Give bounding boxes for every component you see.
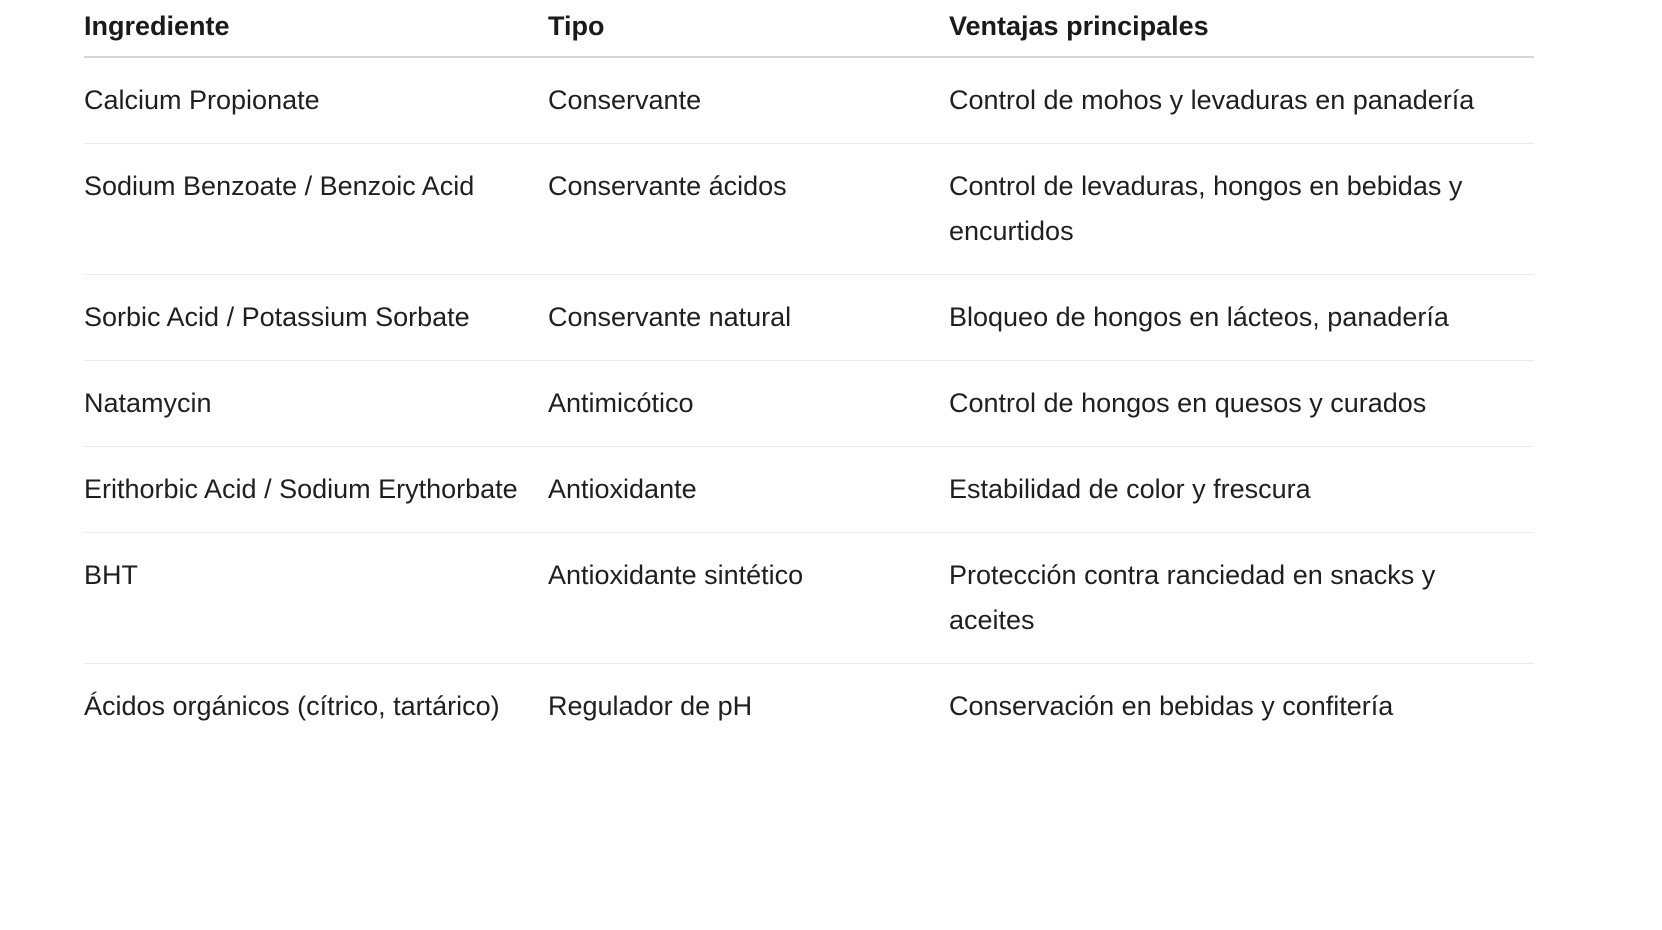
cell-ingrediente: Calcium Propionate bbox=[84, 57, 548, 144]
cell-ingrediente: Erithorbic Acid / Sodium Erythorbate bbox=[84, 447, 548, 533]
cell-ventajas: Control de levaduras, hongos en bebidas y encurtidos bbox=[949, 144, 1534, 275]
cell-ingrediente: BHT bbox=[84, 533, 548, 664]
ingredients-table bbox=[84, 0, 1534, 749]
table-row bbox=[84, 57, 1534, 144]
header-ventajas: Ventajas principales bbox=[949, 0, 1534, 57]
cell-ventajas: Control de hongos en quesos y curados bbox=[949, 361, 1534, 447]
cell-ventajas: Control de mohos y levaduras en panadería bbox=[949, 57, 1534, 144]
cell-ingrediente: Natamycin bbox=[84, 361, 548, 447]
table-row bbox=[84, 664, 1534, 750]
cell-ingrediente: Sodium Benzoate / Benzoic Acid bbox=[84, 144, 548, 275]
table-row bbox=[84, 447, 1534, 533]
cell-tipo: Antimicótico bbox=[548, 361, 949, 447]
cell-tipo: Conservante ácidos bbox=[548, 144, 949, 275]
cell-tipo: Antioxidante sintético bbox=[548, 533, 949, 664]
header-tipo: Tipo bbox=[548, 0, 949, 57]
cell-tipo: Antioxidante bbox=[548, 447, 949, 533]
table-row bbox=[84, 533, 1534, 664]
cell-ventajas: Protección contra ranciedad en snacks y aceites bbox=[949, 533, 1534, 664]
table-header-row bbox=[84, 0, 1534, 57]
header-ingrediente: Ingrediente bbox=[84, 0, 548, 57]
cell-ventajas: Conservación en bebidas y confitería bbox=[949, 691, 1394, 721]
cell-ingrediente: Sorbic Acid / Potassium Sorbate bbox=[84, 275, 548, 361]
cell-tipo: Regulador de pH bbox=[548, 691, 753, 721]
cell-tipo: Conservante bbox=[548, 57, 949, 144]
ingredients-table-container bbox=[84, 0, 1534, 749]
cell-ingrediente: Ácidos orgánicos (cítrico, tartárico) bbox=[84, 691, 500, 721]
table-row bbox=[84, 144, 1534, 275]
table-row bbox=[84, 361, 1534, 447]
cell-ventajas: Bloqueo de hongos en lácteos, panadería bbox=[949, 275, 1534, 361]
cell-ventajas: Estabilidad de color y frescura bbox=[949, 447, 1534, 533]
table-row bbox=[84, 275, 1534, 361]
cell-tipo: Conservante natural bbox=[548, 275, 949, 361]
